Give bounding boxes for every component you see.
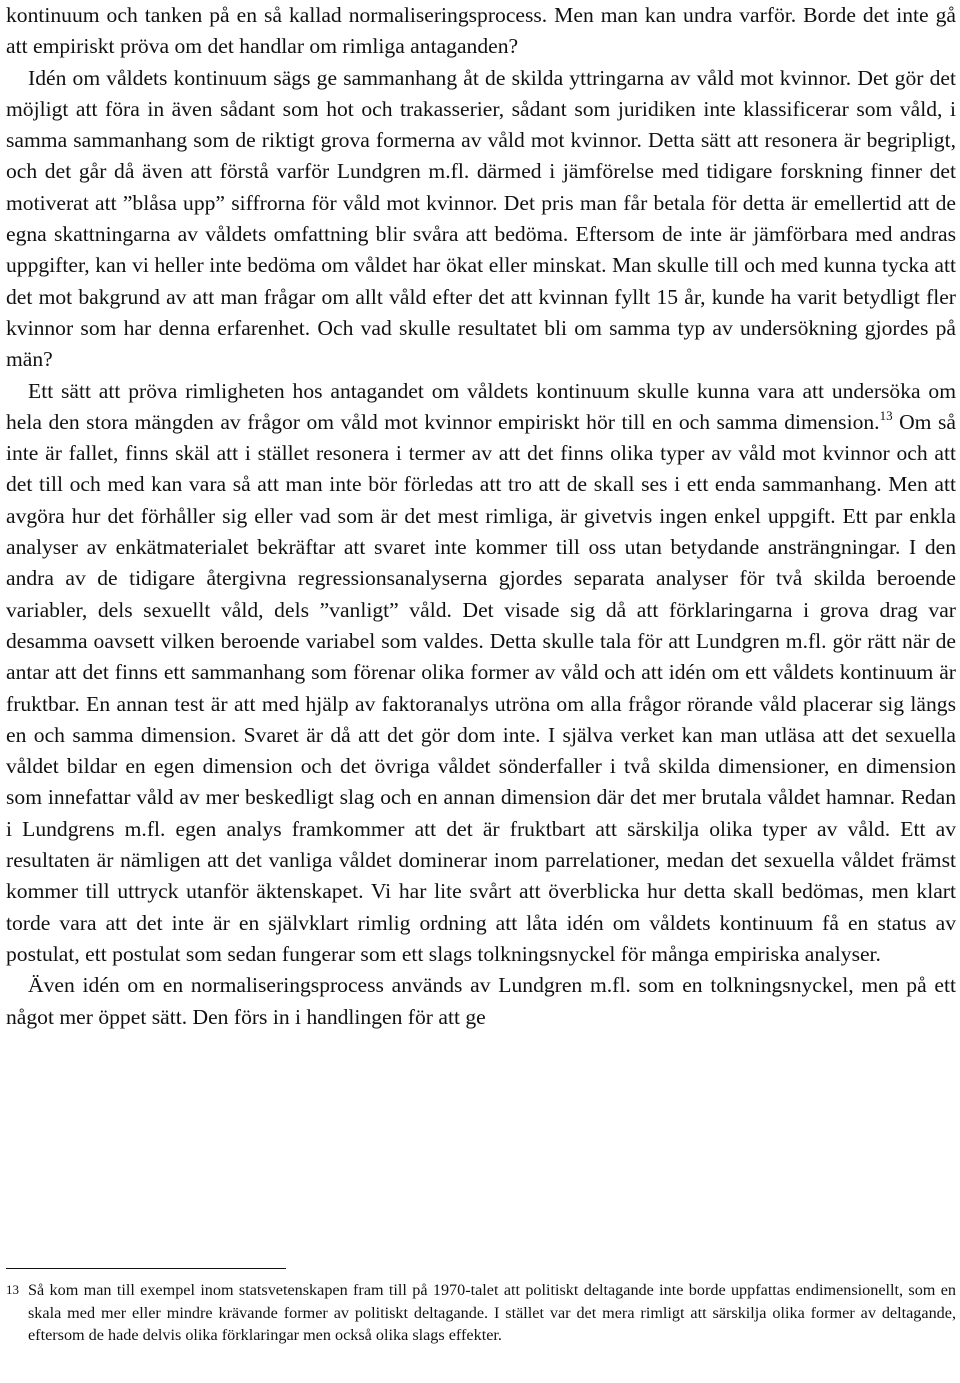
- paragraph-text: Ett sätt att pröva rimligheten hos antagandet om våldets kontinuum skulle kunna vara att undersöka om hela den stora mängden av frågor om våld mot kvinnor empiriskt hör till en och samma dimension.: [6, 378, 956, 434]
- paragraph-text: Även idén om en normaliseringsprocess används av Lundgren m.fl. som en tolkningsnyckel, men på ett något mer öppet sätt. Den förs in i handlingen för att ge: [6, 973, 956, 1029]
- document-page: [6, 0, 956, 1345]
- footnote-text: Så kom man till exempel inom statsvetenskapen fram till på 1970-talet att politiskt deltagande inte borde uppfattas endimensionellt, som en skala med mer eller mindre krävande former av politiskt deltagande. I stället var det mera rimligt att särskilja olika former av deltagande, eftersom de hade delvis olika förklaringar men också olika slags effekter.: [28, 1281, 956, 1345]
- paragraph-text: Idén om våldets kontinuum sägs ge sammanhang åt de skilda yttringarna av våld mot kvinnor. Det gör det möjligt att föra in även sådant som hot och trakasserier, sådant som juridiken inte klassificerar som våld, i samma sammanhang som de riktigt grova formerna av våld mot kvinnor. Detta sätt att resonera är begripligt, och det går då även att förstå varför Lundgren m.fl. därmed i jämförelse med tidigare forskning finner det motiverat att ”blåsa upp” siffrorna för våld mot kvinnor. Det pris man får betala för detta är emellertid att de egna skattningarna av våldets omfattning blir svåra att bedöma. Eftersom de inte är jämförbara med andras uppgifter, kan vi heller inte bedöma om våldet har ökat eller minskat. Man skulle till och med kunna tycka att det mot bakgrund av att man frågar om allt våld efter det att kvinnan fyllt 15 år, kunde ha varit betydligt fler kvinnor som har denna erfarenhet. Och vad skulle resultatet bli om samma typ av undersökning gjordes på män?: [6, 65, 956, 372]
- paragraph-3: [6, 376, 956, 971]
- footnote: [6, 1279, 956, 1347]
- body-text: [6, 0, 956, 1033]
- footnote-area: [6, 1268, 956, 1347]
- footnote-divider: [6, 1268, 286, 1269]
- paragraph-4: [6, 970, 956, 1033]
- paragraph-text: kontinuum och tanken på en så kallad normaliseringsprocess. Men man kan undra varför. Borde det inte gå att empiriskt pröva om det handlar om rimliga antaganden?: [6, 3, 956, 59]
- paragraph-2: [6, 63, 956, 376]
- paragraph-text-continued: Om så inte är fallet, finns skäl att i stället resonera i termer av att det finns olika typer av våld mot kvinnor och att det till och med kan vara så att man inte bör förledas att tro att de skall ses i ett enda sammanhang. Men att avgöra hur det förhåller sig eller vad som är det mest rimliga, är givetvis ingen enkel uppgift. Ett par enkla analyser av enkätmaterialet bekräftar att svaret inte kommer till oss utan betydande ansträngningar. I den andra av de tidigare återgivna regressionsanalyserna gjordes separata analyser för två skilda beroende variabler, dels sexuellt våld, dels ”vanligt” våld. Det visade sig då att förklaringarna i grova drag var desamma oavsett vilken beroende variabel som valdes. Detta skulle tala för att Lundgren m.fl. gör rätt när de antar att det finns ett sammanhang som förenar olika former av våld och att idén om ett våldets kontinuum är fruktbar. En annan test är att med hjälp av faktoranalys utröna om alla frågor rörande våld placerar sig längs en och samma dimension. Svaret är då att det gör dom inte. I själva verket kan man utläsa att det sexuella våldet bildar en egen dimension och det övriga våldet sönderfaller i två skilda dimensioner, en dimension som innefattar våld av mer beskedligt slag och en annan dimension där det mer brutala våldet hamnar. Redan i Lundgrens m.fl. egen analys framkommer att det är fruktbart att särskilja olika typer av våld. Ett av resultaten är nämligen att det vanliga våldet dominerar inom parrelationer, medan det sexuella våldet främst kommer till uttryck utanför äktenskapet. Vi har lite svårt att överblicka hur detta skall bedömas, men klart torde vara att det inte är en självklart rimlig ordning att låta idén om våldets kontinuum få en status av postulat, ett postulat som sedan fungerar som ett slags tolkningsnyckel för många empiriska analyser.: [6, 409, 956, 966]
- footnote-reference[interactable]: 13: [879, 407, 893, 423]
- footnote-number: 13: [6, 1282, 19, 1297]
- paragraph-1: [6, 0, 956, 63]
